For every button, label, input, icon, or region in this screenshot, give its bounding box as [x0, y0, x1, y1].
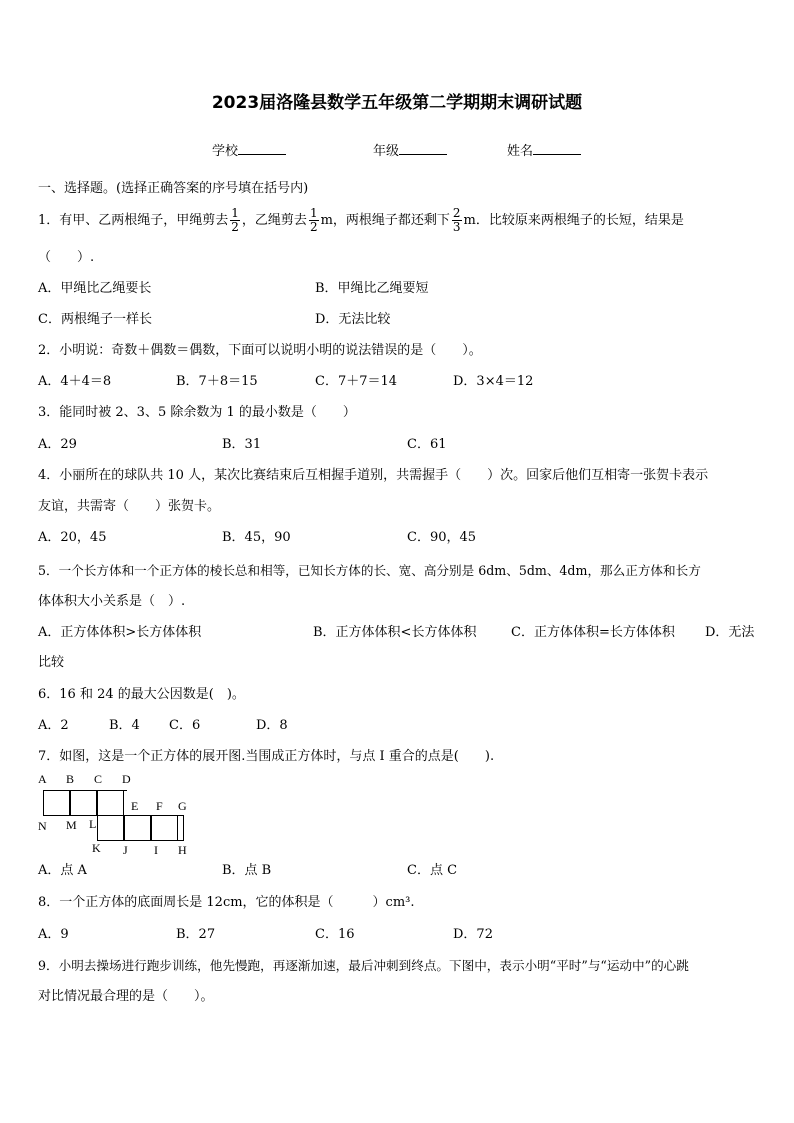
q1-text-b: ，乙绳剪去 [241, 213, 307, 228]
q8-option-b[interactable]: B．27 [176, 927, 216, 942]
page-title: 2023届洛隆县数学五年级第二学期期末调研试题 [211, 93, 583, 113]
question-5-line2: 体体积大小关系是（ ）. [38, 594, 186, 609]
net-label-e: E [131, 799, 139, 813]
q5-option-b[interactable]: B．正方体体积<长方体体积 [313, 625, 477, 640]
q1-option-c[interactable]: C．两根绳子一样长 [38, 312, 152, 327]
q8-option-d[interactable]: D．72 [453, 927, 493, 942]
q2-option-d[interactable]: D．3×4＝12 [453, 374, 534, 389]
q6-option-c[interactable]: C．6 [169, 718, 201, 733]
net-label-f: F [156, 799, 163, 813]
net-label-c: C [94, 772, 103, 786]
q4-option-c[interactable]: C．90，45 [407, 530, 477, 545]
q1-option-b[interactable]: B．甲绳比乙绳要短 [315, 281, 429, 296]
net-label-k: K [92, 841, 101, 855]
net-label-i: I [154, 843, 158, 857]
q5-option-c[interactable]: C．正方体体积=长方体体积 [511, 625, 675, 640]
net-label-g: G [178, 799, 187, 813]
fraction-half-1: $\frac{1}{2}$ [231, 206, 239, 234]
net-square [151, 815, 178, 841]
grade-label: 年级 [373, 144, 400, 159]
q1-text-d: m．比较原来两根绳子的长短，结果是 [463, 213, 684, 228]
school-blank [238, 142, 286, 155]
net-label-b: B [66, 772, 75, 786]
net-label-l: L [89, 817, 97, 831]
question-8: 8．一个正方体的底面周长是 12cm，它的体积是（ ）cm³. [38, 895, 415, 910]
net-square [178, 815, 184, 841]
q1-text-c: m，两根绳子都还剩下 [320, 213, 450, 228]
question-1 [38, 207, 684, 235]
name-blank [533, 142, 581, 155]
question-3: 3．能同时被 2、3、5 除余数为 1 的最小数是（ ） [38, 405, 356, 420]
q3-option-c[interactable]: C．61 [407, 437, 447, 452]
q1-text-a: 1．有甲、乙两根绳子，甲绳剪去 [38, 213, 229, 228]
net-square [97, 815, 124, 841]
q2-option-b[interactable]: B．7＋8＝15 [176, 374, 258, 389]
grade-blank [399, 142, 447, 155]
net-square [124, 815, 151, 841]
question-9-line1: 9．小明去操场进行跑步训练，他先慢跑，再逐渐加速，最后冲刺到终点。下图中，表示小明“平时”与“运动中”的心跳 [38, 958, 689, 973]
q8-option-a[interactable]: A．9 [38, 927, 69, 942]
q1-option-a[interactable]: A．甲绳比乙绳要长 [38, 281, 152, 296]
question-4-line1: 4．小丽所在的球队共 10 人，某次比赛结束后互相握手道别，共需握手（ ）次。回家后他们互相寄一张贺卡表示 [38, 468, 709, 483]
name-field [507, 142, 581, 160]
section-heading: 一、选择题。(选择正确答案的序号填在括号内) [38, 181, 309, 196]
fraction-half-2: $\frac{1}{2}$ [309, 206, 318, 234]
net-square [124, 790, 127, 816]
q4-option-b[interactable]: B．45，90 [222, 530, 291, 545]
question-4-line2: 友谊，共需寄（ ）张贺卡。 [38, 499, 221, 514]
net-label-j: J [123, 843, 128, 857]
q6-option-a[interactable]: A．2 [38, 718, 69, 733]
school-field [212, 142, 286, 160]
grade-field [373, 142, 447, 160]
q7-option-b[interactable]: B．点 B [222, 863, 272, 878]
question-9-line2: 对比情况最合理的是（ ）。 [38, 989, 214, 1004]
q5-option-a[interactable]: A．正方体体积>长方体体积 [38, 625, 202, 640]
q8-option-c[interactable]: C．16 [315, 927, 355, 942]
q4-option-a[interactable]: A．20，45 [38, 530, 107, 545]
fraction-two-thirds: $\frac{2}{3}$ [452, 206, 461, 234]
net-label-h: H [178, 843, 187, 857]
net-square [97, 790, 124, 816]
net-label-m: M [66, 818, 77, 832]
q6-option-b[interactable]: B．4 [109, 718, 140, 733]
name-label: 姓名 [507, 144, 534, 159]
q2-option-a[interactable]: A．4＋4＝8 [38, 374, 112, 389]
q1-answer-paren: （ ）. [38, 250, 95, 265]
q5-option-d-continued: 比较 [38, 655, 65, 670]
question-6: 6．16 和 24 的最大公因数是( )。 [38, 687, 245, 702]
q3-option-a[interactable]: A．29 [38, 437, 77, 452]
question-2: 2．小明说：奇数＋偶数＝偶数，下面可以说明小明的说法错误的是（ ）。 [38, 343, 482, 358]
net-square [43, 790, 70, 816]
q1-option-d[interactable]: D．无法比较 [315, 312, 391, 327]
q7-option-c[interactable]: C．点 C [407, 863, 458, 878]
net-label-d: D [122, 772, 131, 786]
net-label-n: N [38, 819, 47, 833]
q5-option-d[interactable]: D．无法 [705, 625, 755, 640]
q2-option-c[interactable]: C．7＋7＝14 [315, 374, 398, 389]
question-7: 7．如图，这是一个正方体的展开图.当围成正方体时，与点 I 重合的点是( ). [38, 749, 495, 764]
q7-option-a[interactable]: A．点 A [38, 863, 87, 878]
q6-option-d[interactable]: D．8 [256, 718, 288, 733]
net-label-a: A [38, 772, 47, 786]
q3-option-b[interactable]: B．31 [222, 437, 262, 452]
net-square [70, 790, 97, 816]
school-label: 学校 [212, 144, 239, 159]
question-5-line1: 5．一个长方体和一个正方体的棱长总和相等，已知长方体的长、宽、高分别是 6dm、5dm、4dm，那么正方体和长方 [38, 563, 701, 578]
